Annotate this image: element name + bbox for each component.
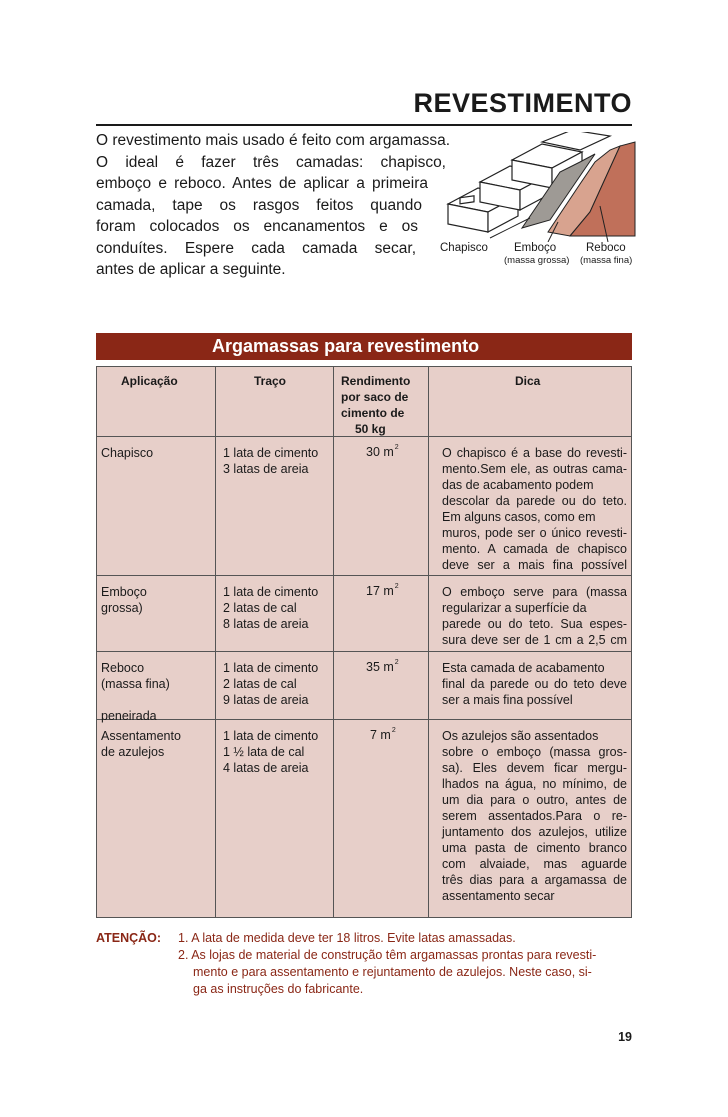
header-dica: Dica <box>515 374 541 388</box>
intro-line: camada, tape os rasgos feitos quando <box>96 196 422 214</box>
column-divider <box>333 367 334 917</box>
row-aplicacao <box>101 445 153 461</box>
cell-text: sa). Eles devem ficar mergu- <box>442 761 627 775</box>
wall-layers-illustration <box>430 132 640 282</box>
cell-text: Assentamento <box>101 729 181 743</box>
rendimento-exponent: 2 <box>394 659 399 666</box>
row-traco <box>223 728 318 776</box>
label-emboco: Emboço <box>514 242 557 254</box>
attention-item-2-line: 2. As lojas de material de construção têm argamassas prontas para revesti- <box>178 948 597 962</box>
intro-line: O revestimento mais usado é feito com argamassa. <box>96 132 451 149</box>
cell-text: mento.Sem ele, as outras cama- <box>442 462 627 476</box>
intro-line: O ideal é fazer três camadas: chapisco, <box>96 153 446 171</box>
cell-text: deve ser a mais fina possível <box>442 558 627 572</box>
wall-illustration-graphic <box>430 132 640 242</box>
cell-text: 1 lata de cimento <box>223 446 319 460</box>
table-title <box>96 333 632 360</box>
cell-text: regularizar a superfície da <box>442 601 587 615</box>
cell-text: juntamento dos azulejos, utilize <box>442 825 627 839</box>
attention-item-1: 1. A lata de medida deve ter 18 litros. Evite latas amassadas. <box>178 931 516 945</box>
cell-text: peneirada <box>101 709 157 723</box>
intro-line: foram colocados os encanamentos e os <box>96 218 418 235</box>
cell-text: 1 lata de cimento <box>223 729 319 743</box>
cell-text: com alvaiade, mas aguarde <box>442 857 627 871</box>
cell-text: sobre o emboço (massa gros- <box>442 745 627 759</box>
cell-text: 1 ½ lata de cal <box>223 745 305 759</box>
cell-text: descolar da parede ou do teto. <box>442 494 627 508</box>
row-traco <box>223 445 318 477</box>
cell-text: Emboço <box>101 585 147 599</box>
attention-item-2-line: ga as instruções do fabricante. <box>193 982 364 996</box>
row-rendimento <box>366 584 399 598</box>
cell-text: lhados na água, no mínimo, de <box>442 777 627 791</box>
page-number: 19 <box>618 1030 632 1044</box>
cell-text: sura deve ser de 1 cm a 2,5 cm <box>442 633 627 647</box>
cell-text: serem assentados.Para o re- <box>442 809 627 823</box>
rendimento-exponent: 2 <box>391 727 396 734</box>
page-title: REVESTIMENTO <box>413 88 632 118</box>
cell-text: O chapisco é a base do revesti- <box>442 446 627 460</box>
cell-text: assentamento secar <box>442 889 555 903</box>
rendimento-value: 35 m <box>366 660 394 674</box>
rendimento-exponent: 2 <box>394 444 399 451</box>
row-dica <box>442 728 627 904</box>
cell-text: final da parede ou do teto deve <box>442 677 627 691</box>
cell-text: 3 latas de areia <box>223 462 309 476</box>
cell-text: (massa fina) <box>101 677 170 691</box>
cell-text: das de acabamento podem <box>442 478 594 492</box>
column-divider <box>215 367 216 917</box>
cell-text: ser a mais fina possível <box>442 693 573 707</box>
column-divider <box>428 367 429 917</box>
row-divider <box>97 651 631 652</box>
row-divider <box>97 575 631 576</box>
header-rendimento-line: 50 kg <box>355 422 386 436</box>
cell-text: Esta camada de acabamento <box>442 661 605 675</box>
cell-text: Chapisco <box>101 446 154 460</box>
cell-text <box>101 692 170 708</box>
table-title-text: Argamassas para revestimento <box>212 336 480 356</box>
row-divider <box>97 719 631 720</box>
cell-text: Os azulejos são assentados <box>442 729 599 743</box>
cell-text: 1 lata de cimento <box>223 661 319 675</box>
cell-text: 2 latas de cal <box>223 601 297 615</box>
cell-text: 1 lata de cimento <box>223 585 319 599</box>
label-emboco-sub: (massa grossa) <box>504 255 570 266</box>
title-rule <box>96 124 632 126</box>
cell-text: três dias para a argamassa de <box>442 873 627 887</box>
row-dica <box>442 660 627 708</box>
cell-text: uma pasta de cimento branco <box>442 841 627 855</box>
header-rendimento-line: Rendimento <box>341 374 411 388</box>
cell-text: mento. A camada de chapisco <box>442 542 627 556</box>
cell-text: um dia para o outro, antes de <box>442 793 627 807</box>
header-rendimento-line: por saco de <box>341 390 409 404</box>
row-rendimento <box>366 660 399 674</box>
cell-text: parede ou do teto. Sua espes- <box>442 617 627 631</box>
intro-line: antes de aplicar a seguinte. <box>96 261 286 278</box>
attention-item-2-line: mento e para assentamento e rejuntamento de azulejos. Neste caso, si- <box>193 965 592 979</box>
rendimento-value: 30 m <box>366 445 394 459</box>
header-rendimento-line: cimento de <box>341 406 405 420</box>
cell-text: de azulejos <box>101 745 165 759</box>
cell-text: grossa) <box>101 601 143 615</box>
header-rendimento <box>341 373 410 437</box>
cell-text: Reboco <box>101 661 145 675</box>
row-dica <box>442 445 627 573</box>
mortar-table <box>96 366 632 918</box>
row-traco <box>223 660 318 708</box>
cell-text: O emboço serve para (massa <box>442 585 627 599</box>
header-traco: Traço <box>254 374 287 388</box>
row-aplicacao <box>101 660 170 724</box>
header-aplicacao: Aplicação <box>121 374 178 388</box>
attention-item-2 <box>178 947 643 998</box>
row-traco <box>223 584 318 632</box>
row-rendimento <box>366 445 399 459</box>
row-aplicacao <box>101 584 147 616</box>
label-chapisco: Chapisco <box>440 242 488 254</box>
intro-line: emboço e reboco. Antes de aplicar a primeira <box>96 175 428 192</box>
rendimento-value: 7 m <box>370 728 391 742</box>
label-reboco: Reboco <box>586 242 626 254</box>
cell-text: 4 latas de areia <box>223 761 309 775</box>
cell-text: muros, pode ser o único revesti- <box>442 526 627 540</box>
intro-line: conduítes. Espere cada camada secar, <box>96 239 416 257</box>
cell-text: Em alguns casos, como em <box>442 510 596 524</box>
cell-text: 2 latas de cal <box>223 677 297 691</box>
cell-text: 8 latas de areia <box>223 617 309 631</box>
row-aplicacao <box>101 728 181 760</box>
label-reboco-sub: (massa fina) <box>580 255 633 266</box>
cell-text: 9 latas de areia <box>223 693 309 707</box>
rendimento-exponent: 2 <box>394 583 399 590</box>
row-dica <box>442 584 627 648</box>
rendimento-value: 17 m <box>366 584 394 598</box>
row-rendimento <box>370 728 396 742</box>
attention-label: ATENÇÃO: <box>96 931 162 945</box>
